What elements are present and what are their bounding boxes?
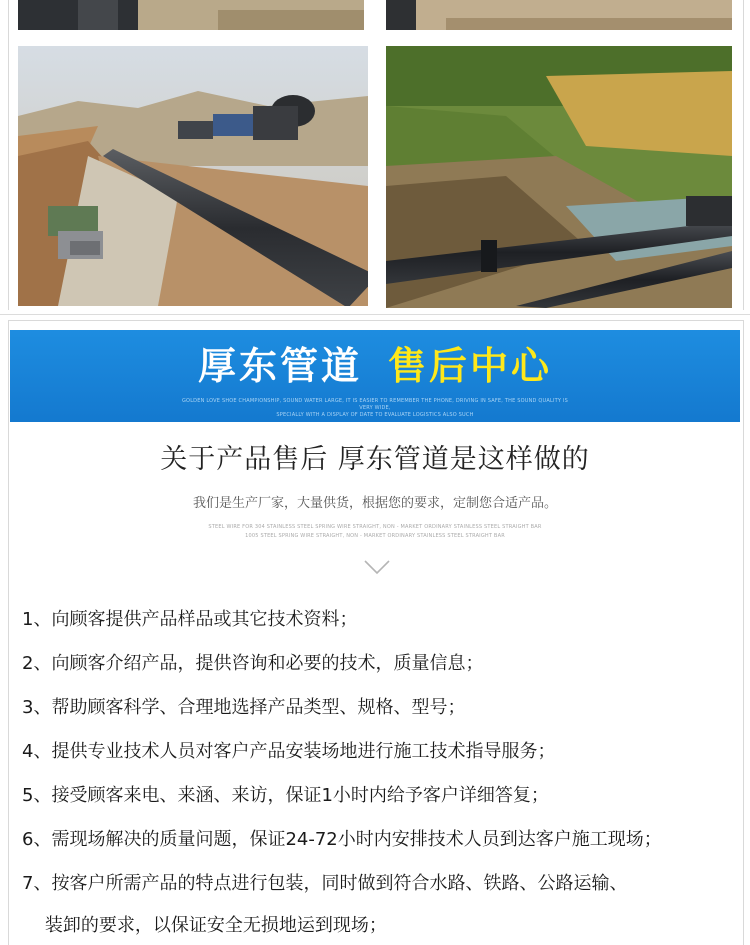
service-item: 3、帮助顾客科学、合理地选择产品类型、规格、型号； bbox=[22, 697, 466, 718]
pipeline-photo-top-left bbox=[18, 0, 364, 30]
service-item: 2、向顾客介绍产品，提供咨询和必要的技术，质量信息； bbox=[22, 653, 484, 674]
banner-brand: 厚东管道 bbox=[197, 344, 362, 388]
service-item: 1、向顾客提供产品样品或其它技术资料； bbox=[22, 609, 358, 630]
service-item: 4、提供专业技术人员对客户产品安装场地进行施工技术指导服务； bbox=[22, 741, 556, 762]
intro-headline: 关于产品售后 厚东管道是这样做的 bbox=[160, 444, 590, 475]
banner-highlight: 售后中心 bbox=[388, 344, 553, 388]
chevron-down-icon bbox=[362, 558, 392, 576]
pipeline-trench-photo bbox=[18, 46, 368, 306]
banner-english-line: SPECIALLY WITH A DISPLAY OF DATE TO EVALUATE LOGISTICS ALSO SUCH bbox=[276, 412, 474, 418]
after-sales-banner bbox=[10, 330, 740, 422]
banner-english-line: GOLDEN LOVE SHOE CHAMPIONSHIP, SOUND WATER LARGE, IT IS EASIER TO REMEMBER THE PHONE, DRIVING IN SAFE, THE SOUND QUALITY IS VERY WIDE, bbox=[181, 398, 568, 411]
pipeline-river-photo bbox=[386, 46, 732, 308]
intro-english-line: 1005 STEEL SPRING WIRE STRAIGHT, NON - MARKET ORDINARY STAINLESS STEEL STRAIGHT BAR bbox=[245, 533, 505, 539]
banner-english-caption bbox=[175, 398, 575, 419]
intro-english-line: STEEL WIRE FOR 304 STAINLESS STEEL SPRING WIRE STRAIGHT, NON - MARKET ORDINARY STAINLESS STEEL STRAIGHT BAR bbox=[208, 524, 542, 530]
banner-title bbox=[10, 342, 740, 390]
pipeline-photo-top-right bbox=[386, 0, 732, 30]
service-item: 6、需现场解决的质量问题，保证24-72小时内安排技术人员到达客户施工现场； bbox=[22, 829, 662, 850]
section-divider bbox=[0, 314, 750, 315]
service-item: 5、接受顾客来电、来涵、来访，保证1小时内给予客户详细答复； bbox=[22, 785, 549, 806]
service-item: 装卸的要求，以保证安全无损地运到现场； bbox=[22, 915, 387, 936]
intro-subline: 我们是生产厂家，大量供货，根据您的要求，定制您合适产品。 bbox=[192, 496, 557, 511]
service-item: 7、按客户所需产品的特点进行包装，同时做到符合水路、铁路、公路运输、 bbox=[22, 873, 628, 894]
